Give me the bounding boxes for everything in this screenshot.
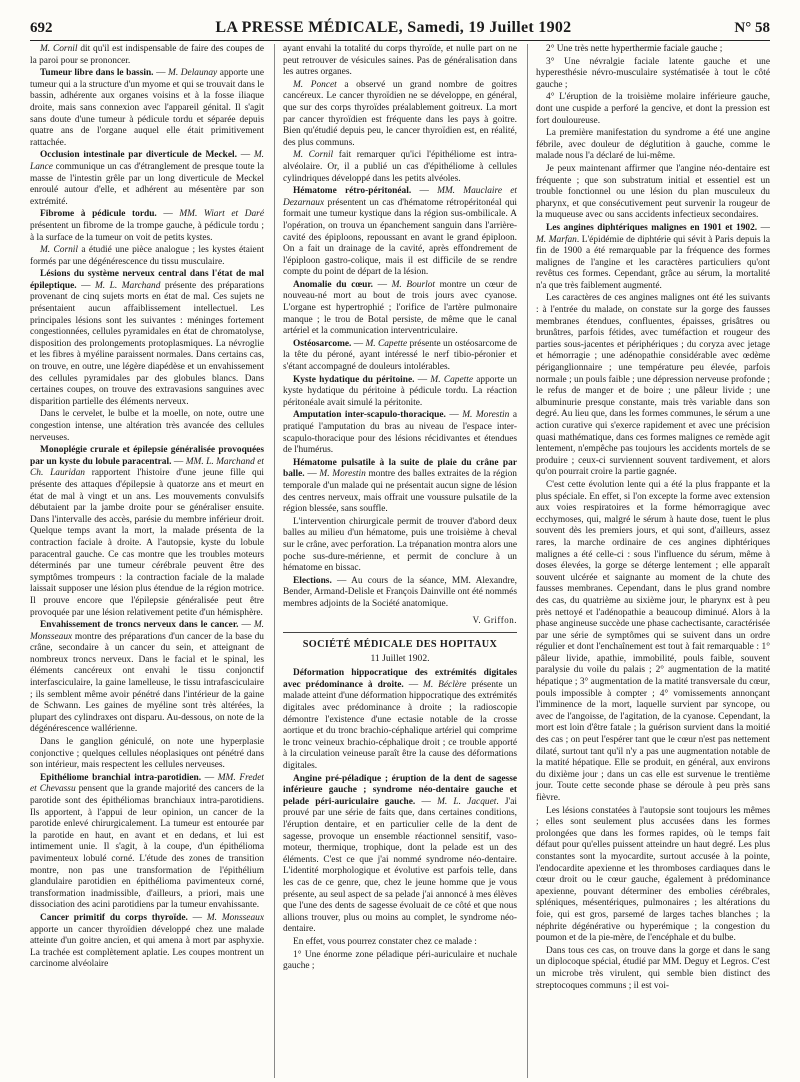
author-name: M. Morestin [319, 469, 366, 480]
author-name: MM. L. Marchand et Ch. Lauridan [30, 456, 264, 479]
paragraph [30, 269, 264, 408]
paragraph [283, 576, 517, 611]
issue-number: N° 58 [734, 19, 770, 36]
paragraph-heading: Anomalie du cœur. [293, 279, 373, 290]
body-text: Les caractères de ces angines malignes ont été les suivants : à l'entrée du malade, on constate sur la gorge des fausses membranes étendues, confluentes, épaisses, grisâtres ou brunâtres, parfois fétides, avec tuméfaction et rougeur des parties sous-jacentes et périphériques ; du coryza avec jetage et hémorragie ; une adénopathie considérable avec œdème périganglionnaire ; une température peu élevée, parfois normale ; un pouls faible ; une dépression nerveuse profonde ; le refus de manger et de boire ; une pâleur livide ; une albuminurie presque constante, mais très variable dans son degré. Au lieu que, dans les formes communes, le sérum a une action curative qui s'exerce rapidement et avec une précision quasi mathématique, dans ces formes malignes ce remède agit lentement, n'empêche pas toujours les accidents mortels de se produire ; ceux-ci surviennent souvent tardivement, et alors qu'on pourrait croire la partie gagnée. [536, 293, 770, 478]
body-text: ayant envahi la totalité du corps thyroïde, et nulle part on ne peut retrouver de vésicules saines. Pas de généralisation dans les autres organes. [283, 44, 517, 78]
dash-separator: — [76, 280, 95, 291]
paragraph [283, 668, 517, 772]
author-name: M. Monsseaux [206, 912, 264, 923]
author-name: M. Cornil [40, 245, 79, 256]
author-name: M. Marfan [536, 234, 577, 245]
body-text: Dans tous ces cas, on trouve dans la gorge et dans le sang un diplocoque spécial, étudié par MM. Deguy et Legros. C'est un microbe très virulent, qui semble bien distinct des streptocoques communs ; il est voi- [536, 945, 770, 991]
body-text: dit qu'il est indispensable de faire des coupes de la paroi pour se prononcer. [30, 44, 264, 66]
author-name: M. Lance [30, 150, 264, 172]
body-text: La première manifestation du syndrome a été une angine fébrile, avec douleur de déglutition à gauche, comme le malade nous l'a déclaré de lui-même. [536, 128, 770, 162]
dash-separator: — [153, 68, 169, 79]
paragraph [283, 410, 517, 456]
author-name: M. Morestin [462, 410, 510, 421]
body-text: montre des préparations d'un cancer de la base du crâne, secondaire à un cancer du sein, et atteignant de nombreux troncs nerveux. Dans le facial et le spinal, les éléments cancéreux ont envahi le tissu conjonctif interfasciculaire, la gaine lamelleuse, le tissu intrafasciculaire ; ils semblent même avoir pénétré dans l'intérieur de la gaine de Schwann. Les gaines de myéline sont très altérées, la plupart des cylindraxes ont disparu. Au-dessous, on note de la dégénérescence wallérienne. [30, 631, 264, 735]
author-name: MM. Fredet et Chevassu [30, 772, 264, 795]
anatomy-society-continued [283, 44, 517, 611]
paragraph-heading: Lésions du système nerveux central dans l'état de mal épileptique. [30, 269, 264, 291]
dash-separator: — [445, 410, 463, 421]
paragraph [536, 128, 770, 163]
author-name: M. Capette [430, 374, 473, 385]
body-text: communique un cas d'étranglement de presque toute la masse de l'intestin grêle par un long diverticule de Meckel enroulé autour d'elle, et adhérent au mésentère par son extrémité. [30, 161, 264, 207]
body-text: Dans le cervelet, le bulbe et la moelle, on note, outre une congestion intense, une altération très avancée des cellules nerveuses. [30, 409, 264, 443]
column-middle [274, 44, 517, 1078]
dash-separator: — [757, 222, 770, 233]
paragraph-heading: Tumeur libre dans le bassin. [40, 68, 154, 79]
hospital-society-reports [283, 668, 517, 972]
paragraph-heading: Les angines diphtériques malignes en 1901 et 1902. [546, 222, 758, 233]
dash-separator: — [201, 772, 218, 783]
paragraph-heading: Elections. [293, 575, 332, 586]
dash-separator: — [351, 338, 366, 349]
paragraph [536, 57, 770, 92]
paragraph [30, 737, 264, 772]
author-name: M. L. Marchand [95, 280, 161, 291]
dash-separator: — [171, 456, 186, 467]
paragraph-heading: Epithéliome branchial intra-parotidien. [40, 772, 202, 783]
body-text: L'intervention chirurgicale permit de trouver d'abord deux balles au milieu d'un hématome, puis une troisième à cheval sur le crâne, avec perforation. La trépanation montra alors une poche sus-dure-mérienne, et permit de conclure à un hématome en bissac. [283, 516, 517, 574]
body-text: 3° Une névralgie faciale latente gauche et une hyperesthésie névro-musculaire systématisée à tout le côté gauche ; [536, 56, 770, 90]
dash-separator: — [187, 912, 207, 923]
paragraph [536, 164, 770, 222]
paragraph [30, 773, 264, 912]
column-right [527, 44, 770, 1078]
author-name: M. Monsseaux [30, 620, 264, 642]
masthead-title: LA PRESSE MÉDICALE, Samedi, 19 Juillet 1902 [215, 19, 572, 36]
page-header [30, 16, 770, 41]
dash-separator: — [372, 279, 392, 290]
paragraph [536, 92, 770, 127]
body-text: apporte un kyste hydatique du péritoine à pédicule tordu. La réaction péritonéale avait simulé la péritonite. [283, 374, 517, 408]
paragraph-heading: Déformation hippocratique des extrémités digitales avec prédominance à droite. [283, 668, 517, 690]
paragraph [536, 480, 770, 805]
author-name: M. Capette [365, 338, 408, 349]
author-signature: V. Griffon. [472, 614, 517, 625]
body-text: présente un ostéosarcome de la tête du péroné, ayant intéressé le nerf tibio-péronier et s'étant accompagné de douleurs intolérables. [283, 338, 517, 373]
paragraph-heading: Kyste hydatique du péritoine. [293, 374, 415, 385]
paragraph [30, 245, 264, 268]
paragraph [30, 620, 264, 736]
paragraph [536, 223, 770, 293]
paragraph-heading: Cancer primitif du corps thyroïde. [40, 912, 188, 923]
dash-separator: — [403, 679, 424, 690]
dash-separator: — [415, 796, 438, 807]
dash-separator: — [414, 374, 431, 385]
paragraph [283, 186, 517, 279]
dash-separator: — [304, 469, 320, 480]
body-text: montre un cœur de nouveau-né mort au bout de trois jours avec cyanose. L'organe est hypertrophié ; l'orifice de l'artère pulmonaire manque ; le trou de Botal persiste, de même que le canal artériel et la communication interventriculaire. [283, 279, 517, 337]
section-title: SOCIÉTÉ MÉDICALE DES HOPITAUX [302, 639, 498, 651]
author-name: M. Poncet [293, 79, 337, 90]
paragraph [536, 806, 770, 945]
body-text: Dans le ganglion géniculé, on note une hyperplasie conjonctive ; quelques cellules néoplasiques ont pénétré dans son intérieur, mais respectent les cellules nerveuses. [30, 737, 264, 771]
body-text: rapportent l'histoire d'une jeune fille qui présente des attaques d'épilepsie à quatorze ans et meurt en état de mal à vingt et un ans. Les mouvements convulsifs débutaient par la jambe droite pour se généraliser ensuite. Dans l'intervalle des accès, parésie du membre inférieur droit. Quelque temps avant la mort, la malade présenta de la contraction faciale à droite. A l'autopsie, kyste du lobule paracentral gauche. Ce cas montre que les troubles moteurs déterminés par une tumeur cérébrale peuvent être des symptômes trompeurs : la contraction faciale de la malade laissait supposer une lésion plus étendue de la région motrice. Il prouve encore que l'épilepsie généralisée peut être provoquée par une lésion relativement petite d'un hémisphère. [30, 468, 264, 618]
body-text: 1° Une énorme zone péladique péri-auriculaire et nuchale gauche ; [283, 949, 517, 972]
body-text: 2° Une très nette hyperthermie faciale gauche ; [546, 44, 723, 54]
paragraph [30, 209, 264, 244]
body-text: pensent que la grande majorité des cancers de la parotide sont des épithéliomas branchiaux intra-parotidiens. Ils apportent, à l'appui de leur opinion, un cancer de la parotide enlevé chirurgicalement. La tumeur est entourée par la parotide en haut, en avant et en dedans, et lui est intimement unie. Il s'agit, à la coupe, d'un épithélioma pavimenteux lobulé corné. L'étude des zones de transition montre, non pas une transformation de l'épithélium glandulaire parotidien en épithélioma pavimenteux corné, transformation inadmissible, d'ailleurs, a priori, mais une dissociation des acini parotidiens par la tumeur envahissante. [30, 784, 264, 911]
paragraph [536, 44, 770, 56]
paragraph [283, 950, 517, 973]
paragraph [30, 409, 264, 444]
paragraph [283, 774, 517, 936]
paragraph [283, 150, 517, 185]
author-name: MM. Mauclaire et Dezarnaux [283, 186, 517, 208]
text-columns [30, 44, 770, 1078]
body-text: présente un malade atteint d'une déformation hippocratique des extrémités digitales avec prédominance à droite ; la radioscopie démontre l'existence d'une ectasie notable de la crosse aortique et du tronc brachio-céphalique artériel qui comprime le tronc veineux brachio-céphalique droit ; ce trouble apporté à la circulation veineuse paraît être la cause des déformations digitales. [283, 679, 517, 772]
body-text: présentent un cas d'hématome rétropéritonéal qui formait une tumeur kystique dans la région sus-ombilicale. A l'opération, on trouva un épanchement sanguin dans l'arrière-cavité des épiploons, repoussant en avant le grand épiploon. On a fait un drainage de la cavité, après effondrement de l'épiploon gastro-colique, mais il est difficile de se rendre compte du point de départ de la lésion. [283, 197, 517, 278]
paragraph [536, 946, 770, 992]
paragraph-heading: Ostéosarcome. [293, 338, 352, 349]
page-number: 692 [30, 19, 53, 36]
paragraph [283, 280, 517, 338]
section-date: 11 Juillet 1902. [370, 652, 430, 664]
paragraph-heading: Hématome pulsatile à la suite de plaie du crâne par balle. [283, 457, 517, 480]
dash-separator: — [156, 209, 180, 220]
paragraph [30, 913, 264, 971]
body-text: Je peux maintenant affirmer que l'angine néo-dentaire est fréquente ; que son substratum initial et essentiel est un trouble fonctionnel ou une lésion du plan musculeux du pharynx, et que consécutivement peut survenir la rougeur de la muqueuse avec ou sans accidents infectieux secondaires. [536, 163, 770, 221]
paragraph [283, 80, 517, 150]
paragraph [283, 517, 517, 575]
body-text: Les lésions constatées à l'autopsie sont toujours les mêmes ; elles sont seulement plus accusées dans les formes prolongées que dans les formes rapides, où le temps fait défaut pour qu'elles puissent atteindre un haut degré. Les plus constantes sont la myocardite, surtout accusée à la pointe, l'endocardite apexienne et les thromboses cardiaques dans le cœur droit ou le cœur gauche, également à prédominance apexienne, pouvant déterminer des embolies cérébrales, spléniques, mésentériques, pulmonaires ; les altérations du foie, qui est gros, parsemé de larges taches blanches ; la néphrite dégénérative ou hyperémique ; la congestion du poumon et de la pie-mère, de l'encéphale et du bulbe. [536, 805, 770, 944]
paragraph [283, 339, 517, 374]
body-text: a pratiqué l'amputation du bras au niveau de l'espace inter-scapulo-thoracique pour des lésions récidivantes et étendues de l'humérus. [283, 410, 517, 456]
paragraph [283, 937, 517, 949]
paragraph [30, 445, 264, 619]
author-name: M. Delaunay [168, 68, 218, 79]
section-divider [283, 632, 517, 633]
column-left [30, 44, 264, 1078]
body-text: présente des préparations provenant de cinq sujets morts en état de mal. Ces sujets ne présentaient aucun affaiblissement intellectuel. Les principales lésions sont les suivantes : méninges fortement congestionnées, cellules pyramidales en état de chromatolyse, disposition des prolongements protoplasmiques. La névroglie et les fibres à myéline paraissent normales. Dans certains cas, on trouve, en outre, une légère diapédèse et un envahissement des cellules pyramidales par des globules blancs. Dans certaines coupes, on trouve des extravasions sanguines avec disparition partielle des éléments nerveux. [30, 280, 264, 407]
body-text: En effet, vous pourrez constater chez ce malade : [293, 936, 477, 947]
paragraph [30, 150, 264, 208]
paragraph [283, 375, 517, 410]
author-name: MM. Wiart et Daré [179, 209, 264, 220]
body-text: a étudié une pièce analogue ; les kystes étaient formés par une dégénérescence du tissu musculaire. [30, 245, 264, 267]
paragraph-heading: Hématome rétro-péritonéal. [293, 186, 412, 197]
body-text: . J'ai prouvé par une série de faits que, dans certaines conditions, l'éruption dentaire, et en particulier celle de la dent de sagesse, provoque un ensemble réactionnel sensitif, vaso-moteur, thermique, trophique, dont la pelade est un des éléments. C'est ce que j'ai nommé syndrome néo-dentaire. L'identité morphologique et évolutive est parfois telle, dans les cas de ce genre, que, chez le jeune homme que je vous présente, au seul aspect de sa pelade j'ai annoncé à mes élèves que l'une des dents de sagesse évoluait de ce côté et que nous allions trouver, plus ou moins au complet, le syndrome néo-dentaire. [283, 796, 517, 935]
dash-separator: — [411, 186, 438, 197]
body-text: apporte une tumeur qui a la structure d'un myome et qui se trouvait dans le bassin, adhérente aux organes voisins et à la fosse iliaque droite, mais sans connexion avec l'appareil génital. Il s'agit sans doute d'une tumeur à pédicule tordu et séparée depuis quatre ans de l'organe auquel elle était primitivement rattachée. [30, 68, 264, 148]
author-name: M. Bourlot [391, 279, 436, 290]
paragraph [30, 68, 264, 149]
paragraph-heading: Amputation inter-scapulo-thoracique. [293, 410, 446, 421]
paragraph [283, 458, 517, 516]
paragraph-heading: Angine pré-péladique ; éruption de la dent de sagesse inférieure gauche ; syndrome néo-dentaire gauche et pelade péri-auriculaire gauche. [283, 773, 517, 807]
body-text: fait remarquer qu'ici l'épithéliome est intra-alvéolaire. Or, il a publié un cas d'épithéliome à cellules cylindriques développé dans les petits alvéoles. [283, 150, 517, 184]
body-text: C'est cette évolution lente qui a été la plus frappante et la plus spéciale. En effet, si l'on excepte la forme avec extension aux voies respiratoires et la forme hémorragique avec ecchymoses, qui, malgré le sérum à haute dose, tuent le plus souvent dès les premiers jours, et qui sont, d'ailleurs, assez rares, la marche ordinaire de ces angines diphtériques malignes a été celle-ci : sous l'influence du sérum, même à doses élevées, la gorge se déterge lentement ; elle apparaît souvent ulcérée et saignante au moment de la chute des fausses membranes. Cependant, dans le plus grand nombre des cas, du quatrième au sixième jour, le pharynx est à peu près nettoyé et l'adénopathie a beaucoup diminué. Alors à la phase angineuse succède une phase cachectisante, caractérisée par une série de symptômes qui se suivent dans un ordre régulier et dont l'enchaînement est tout à fait remarquable : 1° pâleur livide, apathie, immobilité, pouls faible, souvent paralysie du voile du palais ; 2° augmentation de la matité hépatique ; 3° augmentation de la matité transversale du cœur, pouls impossible à compter ; 4° vomissements annonçant l'imminence de la mort, laquelle survient par syncope, ou avec de l'angoisse, de l'agitation, de la cyanose. Cependant, la mort est loin d'être fatale ; la guérison survient dans la moitié des cas ; on peut l'espérer tant que le cœur n'est pas nettement dilaté, surtout tant qu'il n'y a pas une augmentation notable de la matité hépatique. Elle se produit, en général, aux environs du dixième jour ; dans un cas elle est survenue le trentième jour. Toute cette seconde phase se déroule à peu près sans fièvre. [536, 479, 770, 803]
body-text: . L'épidémie de diphtérie qui sévit à Paris depuis la fin de 1900 a été remarquable par la fréquence des formes malignes de l'angine et les caractères particuliers qu'ont revêtus ces formes. Cependant, grâce au sérum, la mortalité n'a que très faiblement augmenté. [536, 234, 770, 291]
paragraph-heading: Occlusion intestinale par diverticule de Meckel. [40, 150, 237, 161]
body-text: apporte un cancer thyroïdien développé chez une malade atteinte d'un goitre ancien, et qui amena à mort par asphyxie. La trachée est complètement aplatie. Les coupes montrent un carcinome alvéolaire [30, 924, 264, 970]
author-name: M. L. Jacquet [437, 796, 497, 807]
author-name: M. Cornil [293, 150, 334, 161]
paragraph [30, 44, 264, 67]
author-name: M. Cornil [40, 44, 78, 54]
paragraph-heading: Envahissement de troncs nerveux dans le cancer. [40, 620, 239, 631]
paragraph [536, 293, 770, 479]
body-text: montre des balles extraites de la région temporale d'un malade qui ne présentait aucun signe de lésion des centres nerveux, mais offrait une voussure pulsatile de la région blessée, sans souffle. [283, 469, 517, 515]
body-text: — Au cours de la séance, MM. Alexandre, Bender, Armand-Delisle et François Dainville ont été nommés membres adjoints de la Société anatomique. [283, 575, 517, 609]
body-text: présentent un fibrome de la trompe gauche, à pédicule tordu ; à la surface de la tumeur on voit de petits kystes. [30, 220, 264, 243]
paragraph-heading: Monoplégie crurale et épilepsie généralisée provoquées par un kyste du lobule paracentral. [30, 445, 264, 467]
body-text: 4° L'éruption de la troisième molaire inférieure gauche, dont une cuspide a perforé la gencive, et dont la pression est fort douloureuse. [536, 92, 770, 126]
paragraph [283, 44, 517, 79]
paragraph-heading: Fibrome à pédicule tordu. [40, 209, 157, 220]
dash-separator: — [236, 150, 254, 161]
dash-separator: — [238, 620, 254, 631]
author-name: M. Béclère [423, 679, 467, 690]
body-text: a observé un grand nombre de goitres cancéreux. Le cancer thyroïdien ne se développe, en général, que sur des corps thyroïdes préalablement goitreux. La mort par cancer thyroïdien est fréquente dans les pays à goitre. Bien qu'étudié depuis peu, le cancer thyroïdien est, en réalité, des plus communs. [283, 79, 517, 148]
